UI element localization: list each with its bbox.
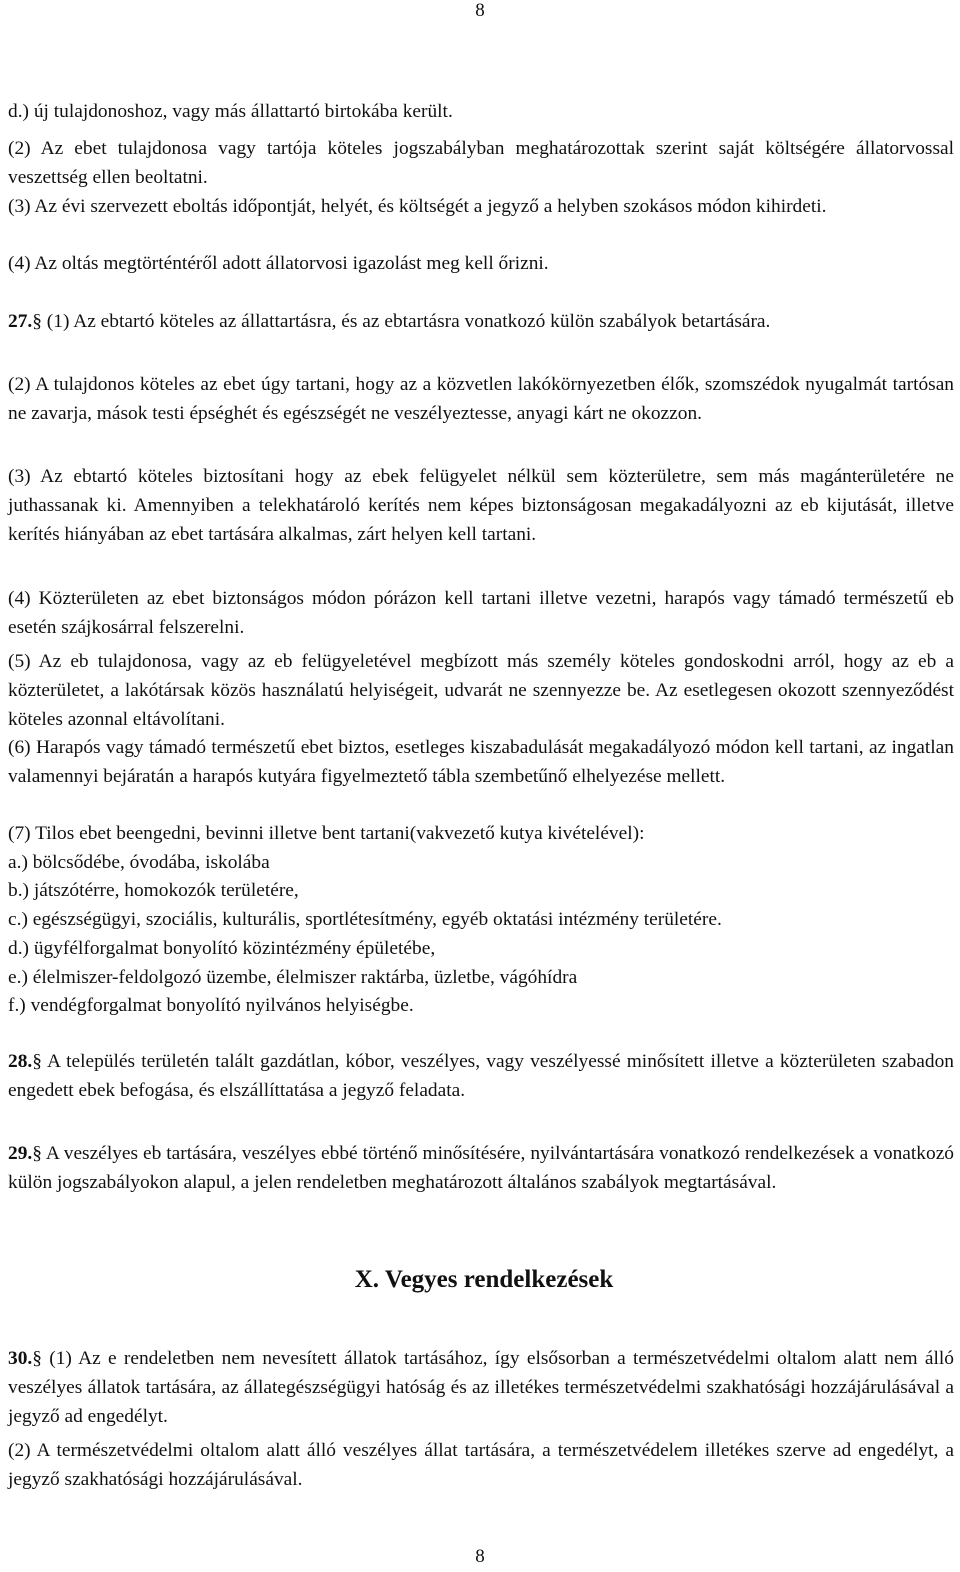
section-27-paragraph-7: (7) Tilos ebet beengedni, bevinni illetve bent tartani(vakvezető kutya kivételével): (8, 823, 645, 844)
section-sign: § (32, 1143, 42, 1164)
section-27-number: 27. (8, 311, 33, 332)
section-27-paragraph-4: (4) Közterületen az ebet biztonságos módon pórázon kell tartani illetve vezetni, harapós vagy támadó természetű eb esetén szájkosárral felszerelni. (8, 588, 954, 638)
section-27-paragraph-1 (8, 308, 954, 337)
paragraph-4: (4) Az oltás megtörténtéről adott állatorvosi igazolást meg kell őrizni. (8, 253, 549, 274)
page-number-bottom: 8 (475, 1546, 485, 1567)
section-30-paragraph-1 (8, 1345, 954, 1431)
section-30-number: 30. (8, 1348, 33, 1369)
page-number-top: 8 (475, 0, 485, 21)
section-sign: § (32, 1348, 42, 1369)
section-sign: § (32, 311, 42, 332)
paragraph-2: (2) Az ebet tulajdonosa vagy tartója köteles jogszabályban meghatározottak szerint saját költségére állatorvossal veszettség ellen beoltatni. (8, 138, 954, 188)
section-30-paragraph-2: (2) A természetvédelmi oltalom alatt álló veszélyes állat tartására, a természetvédelem illetékes szerve ad engedélyt, a jegyző szakhatósági hozzájárulásával. (8, 1440, 954, 1490)
section-28-number: 28. (8, 1051, 33, 1072)
chapter-heading: X. Vegyes rendelkezések (354, 1266, 614, 1293)
list-item-d: d.) ügyfélforgalmat bonyolító közintézmény épületébe, (8, 938, 436, 959)
paragraph-3: (3) Az évi szervezett eboltás időpontját, helyét, és költségét a jegyző a helyben szokásos módon kihirdeti. (8, 196, 827, 217)
list-item-c: c.) egészségügyi, szociális, kulturális, sportlétesítmény, egyéb oktatási intézmény területére. (8, 909, 722, 930)
section-28-text: A település területén talált gazdátlan, kóbor, veszélyes, vagy veszélyessé minősített illetve a közterületen szabadon engedett ebek befogása, és elszállíttatása a jegyző feladata. (8, 1051, 954, 1101)
section-27-paragraph-6: (6) Harapós vagy támadó természetű ebet biztos, esetleges kiszabadulását megakadályozó módon kell tartani, az ingatlan valamennyi bejáratán a harapós kutyára figyelmeztető tábla szembetűnő elhelyezése mellett. (8, 737, 954, 787)
list-item-b: b.) játszótérre, homokozók területére, (8, 880, 299, 901)
section-27-paragraph-2: (2) A tulajdonos köteles az ebet úgy tartani, hogy az a közvetlen lakókörnyezetben élők, szomszédok nyugalmát tartósan ne zavarja, mások testi épséghét és egészségét ne veszélyeztesse, anyagi kárt ne okozzon. (8, 374, 954, 424)
section-29-text: A veszélyes eb tartására, veszélyes ebbé történő minősítésére, nyilvántartására vonatkozó rendelkezések a vonatkozó külön jogszabályokon alapul, a jelen rendeletben meghatározott általános szabályok megtartásával. (8, 1143, 954, 1193)
section-30-text-1: (1) Az e rendeletben nem nevesített állatok tartásához, így elsősorban a természetvédelmi oltalom alatt nem álló veszélyes állatok tartására, az állategészségügyi hatóság és az illetékes természetvédelmi szakhatósági hozzájárulásával a jegyző ad engedélyt. (8, 1348, 954, 1427)
list-item-a: a.) bölcsődébe, óvodába, iskolába (8, 852, 270, 873)
section-29-paragraph (8, 1140, 954, 1198)
section-27-paragraph-3: (3) Az ebtartó köteles biztosítani hogy az ebek felügyelet nélkül sem közterületre, sem más magánterületére ne juthassanak ki. Amennyiben a telekhatároló kerítés nem képes biztonságosan megakadályozni az eb kijutását, illetve kerítés hiányában az ebet tartására alkalmas, zárt helyen kell tartani. (8, 466, 954, 545)
list-item-f: f.) vendégforgalmat bonyolító nyilvános helyiségbe. (8, 995, 414, 1016)
section-28-paragraph (8, 1048, 954, 1106)
paragraph-d-item: d.) új tulajdonoshoz, vagy más állattartó birtokába került. (8, 101, 453, 122)
section-27-paragraph-5: (5) Az eb tulajdonosa, vagy az eb felügyeletével megbízott más személy köteles gondoskodni arról, hogy az eb a közterületet, a lakótársak közös használatú helyiségeit, udvarát ne szennyezze be. Az esetlegesen okozott szennyeződést köteles azonnal eltávolítani. (8, 651, 954, 730)
section-sign: § (32, 1051, 42, 1072)
section-27-text-1: (1) Az ebtartó köteles az állattartásra, és az ebtartásra vonatkozó külön szabályok betartására. (41, 311, 771, 332)
section-29-number: 29. (8, 1143, 33, 1164)
list-item-e: e.) élelmiszer-feldolgozó üzembe, élelmiszer raktárba, üzletbe, vágóhídra (8, 967, 578, 988)
